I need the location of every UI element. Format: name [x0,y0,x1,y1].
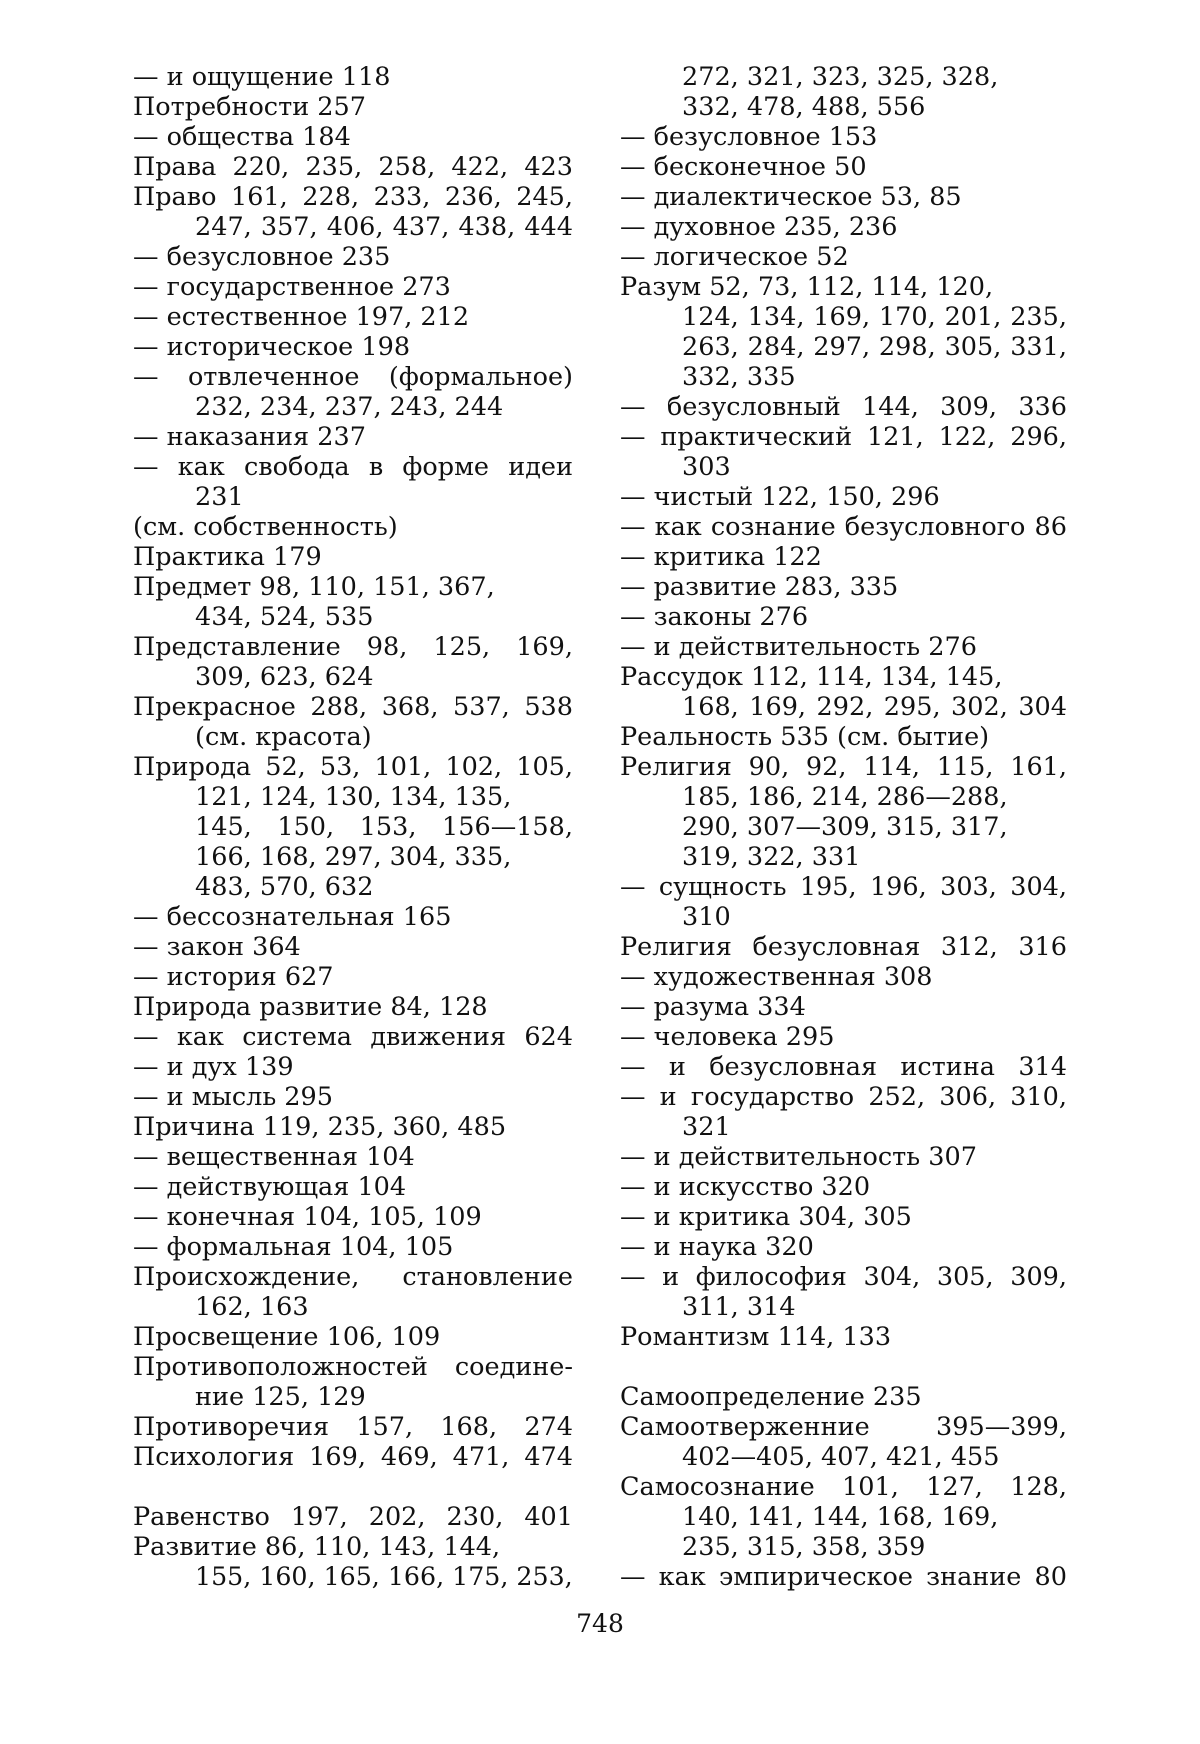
index-entry: Психология 169, 469, 471, 474 [133,1442,573,1472]
index-entry-continuation: 309, 623, 624 [195,662,374,692]
index-entry: — историческое 198 [133,332,411,362]
index-column-right [620,62,1067,1592]
index-entry-continuation: 231 [195,482,244,512]
index-entry-continuation: 155, 160, 165, 166, 175, 253, [195,1562,573,1591]
index-entry: Просвещение 106, 109 [133,1322,441,1352]
index-entry: — как система движения 624 [133,1022,573,1052]
index-column-left [133,62,573,1592]
index-entry: — духовное 235, 236 [620,212,898,242]
index-entry: Природа развитие 84, 128 [133,992,488,1022]
index-entry: Природа 52, 53, 101, 102, 105, [133,752,573,782]
page-number: 748 [576,1609,624,1638]
index-entry: — и безусловная истина 314 [620,1052,1067,1082]
index-entry: — чистый 122, 150, 296 [620,482,940,512]
index-entry: Равенство 197, 202, 230, 401 [133,1502,573,1532]
index-entry: — логическое 52 [620,242,849,272]
index-entry-continuation: 166, 168, 297, 304, 335, [195,842,512,872]
index-entry: — сущность 195, 196, 303, 304, [620,872,1067,902]
index-entry-continuation: 311, 314 [682,1292,796,1322]
index-entry: Религия безусловная 312, 316 [620,932,1067,962]
index-entry-continuation: ние 125, 129 [195,1382,366,1412]
index-entry: Права 220, 235, 258, 422, 423 [133,152,573,182]
index-entry: — отвлеченное (формальное) [133,362,573,392]
index-entry: — вещественная 104 [133,1142,415,1172]
index-entry: Романтизм 114, 133 [620,1322,892,1352]
index-entry: — разума 334 [620,992,806,1022]
index-entry: Самоотверженние 395—399, [620,1412,1067,1442]
index-entry-continuation: 434, 524, 535 [195,602,374,632]
index-entry: Практика 179 [133,542,322,572]
index-entry: — история 627 [133,962,334,992]
index-entry: Самосознание 101, 127, 128, [620,1472,1067,1502]
index-entry: Реальность 535 (см. бытие) [620,722,990,752]
index-entry-continuation: 272, 321, 323, 325, 328, [682,62,999,92]
index-entry-continuation: 232, 234, 237, 243, 244 [195,392,504,422]
index-entry: — бессознательная 165 [133,902,452,932]
index-entry: (см. собственность) [133,512,398,542]
index-entry: — бесконечное 50 [620,152,867,182]
index-entry: Самоопределение 235 [620,1382,922,1412]
index-entry-continuation: 321 [682,1112,731,1142]
index-entry-continuation: 235, 315, 358, 359 [682,1532,926,1562]
index-entry: — закон 364 [133,932,301,962]
index-entry: — практический 121, 122, 296, [620,422,1067,452]
index-entry: Право 161, 228, 233, 236, 245, [133,182,573,212]
index-entry: Развитие 86, 110, 143, 144, [133,1532,501,1562]
index-entry: — как свобода в форме идеи [133,452,573,482]
index-entry-continuation: 319, 322, 331 [682,842,861,872]
index-entry: Противоречия 157, 168, 274 [133,1412,573,1442]
index-entry: Предмет 98, 110, 151, 367, [133,572,495,602]
section-gap [620,1352,1067,1382]
index-entry-continuation: 483, 570, 632 [195,872,374,902]
index-entry-continuation: 332, 478, 488, 556 [682,92,926,122]
index-entry-continuation: 145, 150, 153, 156—158, [195,812,573,842]
index-entry: — законы 276 [620,602,809,632]
index-entry: — и действительность 307 [620,1142,977,1172]
index-entry: Противоположностей соедине- [133,1352,573,1382]
index-entry: — и мысль 295 [133,1082,333,1112]
index-entry: Происхождение, становление [133,1262,573,1292]
index-entry-continuation: 168, 169, 292, 295, 302, 304 [682,692,1067,722]
index-entry: Разум 52, 73, 112, 114, 120, [620,272,994,302]
index-entry-continuation: 140, 141, 144, 168, 169, [682,1502,999,1532]
index-entry: — и наука 320 [620,1232,814,1262]
index-entry: — диалектическое 53, 85 [620,182,962,212]
index-entry-continuation: 290, 307—309, 315, 317, [682,812,1008,842]
index-entry: Религия 90, 92, 114, 115, 161, [620,752,1067,782]
index-entry: — и дух 139 [133,1052,294,1082]
index-entry: — и действительность 276 [620,632,977,662]
index-entry: Причина 119, 235, 360, 485 [133,1112,507,1142]
index-entry: — общества 184 [133,122,351,152]
index-entry-continuation: 121, 124, 130, 134, 135, [195,782,512,812]
index-entry: — безусловное 153 [620,122,878,152]
index-entry: — естественное 197, 212 [133,302,470,332]
index-entry: — и ощущение 118 [133,62,391,92]
index-entry: — человека 295 [620,1022,835,1052]
index-entry: Рассудок 112, 114, 134, 145, [620,662,1003,692]
index-entry: — и философия 304, 305, 309, [620,1262,1067,1292]
index-entry: — безусловное 235 [133,242,391,272]
index-entry: — критика 122 [620,542,822,572]
index-entry: — развитие 283, 335 [620,572,899,602]
index-entry: — безусловный 144, 309, 336 [620,392,1067,422]
index-entry-continuation: 402—405, 407, 421, 455 [682,1442,1000,1472]
index-entry: — действующая 104 [133,1172,407,1202]
section-gap [133,1472,573,1502]
index-entry: — наказания 237 [133,422,366,452]
index-entry: — и искусство 320 [620,1172,871,1202]
index-entry-continuation: 247, 357, 406, 437, 438, 444 [195,212,573,242]
index-entry-continuation: 310 [682,902,731,932]
index-entry-continuation: (см. красота) [195,722,372,752]
index-entry: — и государство 252, 306, 310, [620,1082,1067,1112]
index-entry: — и критика 304, 305 [620,1202,912,1232]
index-entry: — как сознание безусловного 86 [620,512,1067,542]
index-entry-continuation: 332, 335 [682,362,796,392]
index-entry: Потребности 257 [133,92,366,122]
index-entry: — художественная 308 [620,962,933,992]
index-entry: Прекрасное 288, 368, 537, 538 [133,692,573,722]
index-entry: — конечная 104, 105, 109 [133,1202,482,1232]
index-entry: Представление 98, 125, 169, [133,632,573,662]
index-entry-continuation: 185, 186, 214, 286—288, [682,782,1008,812]
index-entry: — как эмпирическое знание 80 [620,1562,1067,1592]
index-entry: — государственное 273 [133,272,451,302]
index-entry-continuation: 303 [682,452,731,482]
index-entry: — формальная 104, 105 [133,1232,454,1262]
index-entry-continuation: 124, 134, 169, 170, 201, 235, [682,302,1067,332]
index-entry-continuation: 162, 163 [195,1292,309,1322]
index-entry-continuation: 263, 284, 297, 298, 305, 331, [682,332,1067,362]
